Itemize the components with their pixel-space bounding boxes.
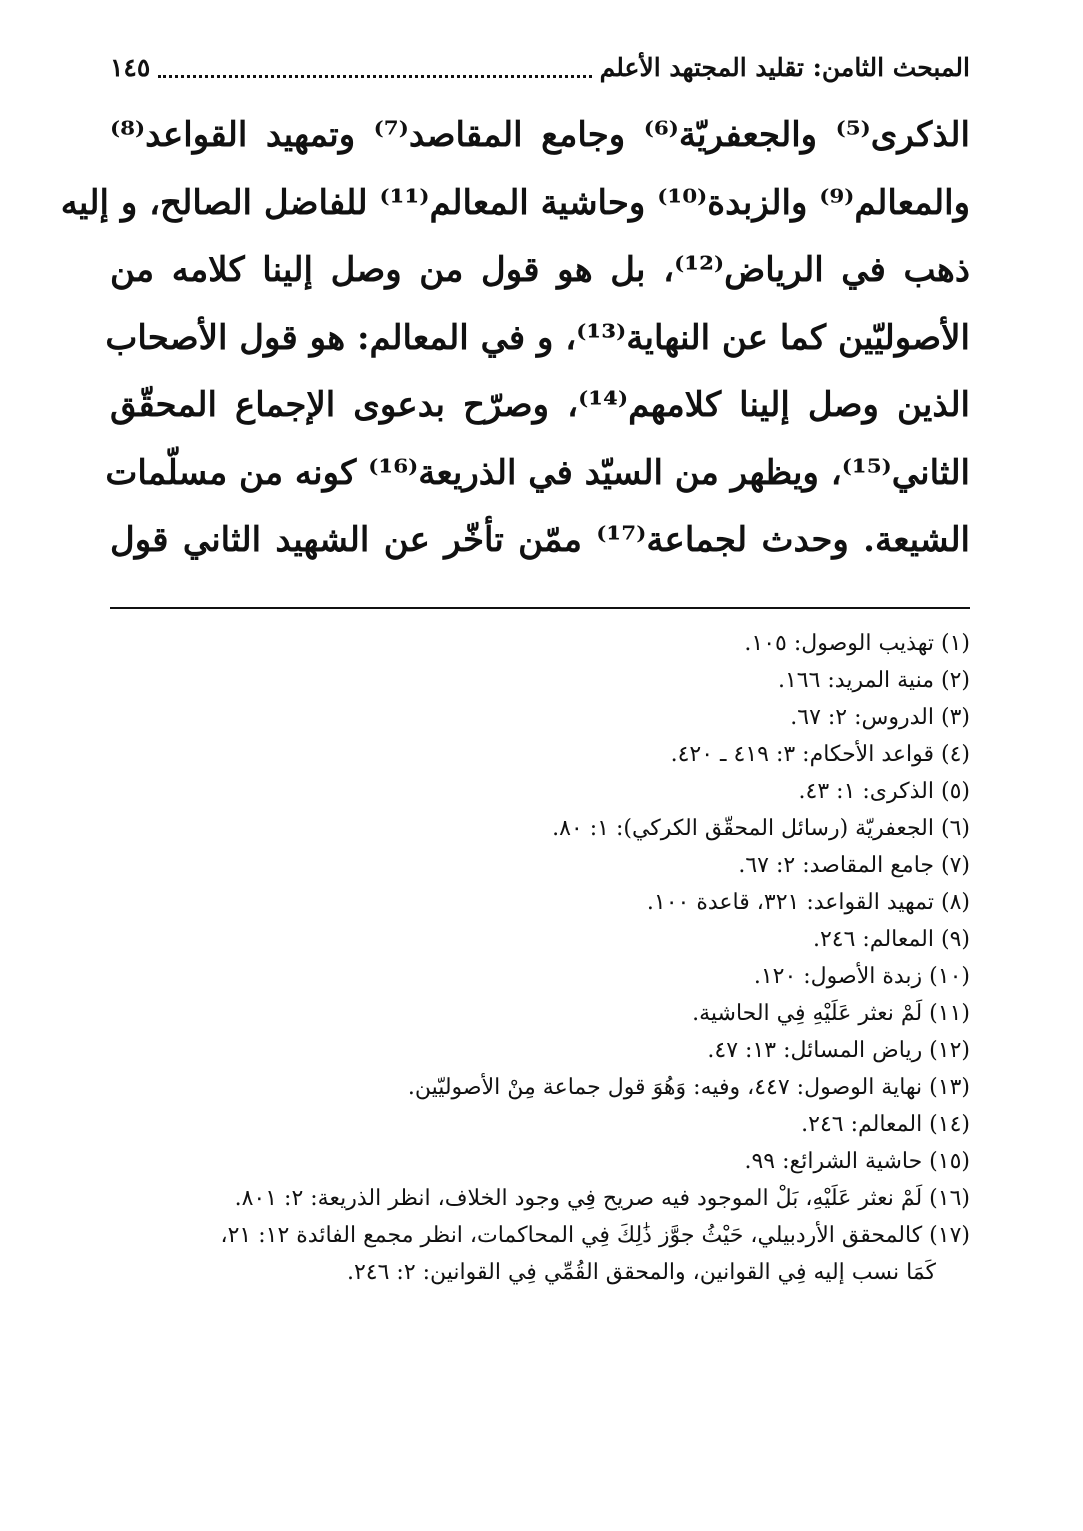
footnote: (٩) المعالم: ٢٤٦.	[812, 926, 970, 952]
chapter-title: المبحث الثامن: تقليد المجتهد الأعلم	[599, 53, 970, 82]
footnote: (١٠) زبدة الأصول: ١٢٠.	[753, 963, 970, 989]
footnote: (٧) جامع المقاصد: ٢: ٦٧.	[738, 852, 970, 878]
text-line: الأصوليّين كما عن النهاية⁽¹³⁾، و في المعالم: هو قول الأصحاب	[105, 317, 970, 358]
footnote: (١٤) المعالم: ٢٤٦.	[801, 1111, 970, 1137]
footnote: (٦) الجعفريّة (رسائل المحقّق الكركي): ١: ٨٠.	[552, 815, 970, 841]
footnote: (٢) منية المريد: ١٦٦.	[777, 667, 970, 693]
footnote: (١٣) نهاية الوصول: ٤٤٧، وفيه: وَهُوَ قول جماعة مِنْ الأصوليّين.	[407, 1074, 970, 1100]
footnote: (٨) تمهيد القواعد: ٣٢١، قاعدة ١٠٠.	[646, 889, 970, 915]
page-number: ١٤٥	[110, 53, 151, 82]
footnote-continuation: كَمَا نسب إليه فِي القوانين، والمحقق القُمِّي فِي القوانين: ٢: ٢٤٦.	[346, 1259, 936, 1285]
footnote: (١٧) كالمحقق الأردبيلي، حَيْثُ جوَّز ذَٰلِكَ فِي المحاكمات، انظر مجمع الفائدة ١٢: ٢١،	[220, 1222, 970, 1248]
text-line: الثاني⁽¹⁵⁾، ويظهر من السيّد في الذريعة⁽¹⁶⁾ كونه من مسلّمات	[105, 452, 970, 493]
footnotes	[110, 625, 970, 1291]
text-line: الشيعة. وحدث لجماعة⁽¹⁷⁾ ممّن تأخّر عن الشهيد الثاني قول	[110, 520, 970, 560]
footnote: (١٦) لَمْ نعثر عَلَيْهِ، بَلْ الموجود فيه صريح فِي وجود الخلاف، انظر الذريعة: ٢: ٨٠١.	[234, 1185, 970, 1211]
footnote: (١٥) حاشية الشرائع: ٩٩.	[744, 1148, 970, 1174]
footnote: (٣) الدروس: ٢: ٦٧.	[790, 704, 970, 730]
text-line: ذهب في الرياض⁽¹²⁾، بل هو قول من وصل إلينا كلامه من	[110, 250, 970, 290]
running-header	[110, 48, 970, 88]
footnote: (٥) الذكرى: ١: ٤٣.	[798, 778, 970, 804]
footnote-separator	[110, 607, 970, 609]
footnote: (١) تهذيب الوصول: ١٠٥.	[744, 630, 970, 656]
text-line: الذكرى⁽⁵⁾ والجعفريّة⁽⁶⁾ وجامع المقاصد⁽⁷⁾ وتمهيد القواعد⁽⁸⁾	[110, 115, 970, 155]
text-line: والمعالم⁽⁹⁾ والزبدة⁽¹⁰⁾ وحاشية المعالم⁽¹¹⁾ للفاضل الصالح، و إليه	[60, 182, 970, 223]
book-page	[60, 48, 971, 1508]
footnote: (٤) قواعد الأحكام: ٣: ٤١٩ ـ ٤٢٠.	[670, 741, 970, 767]
text-line: الذين وصل إلينا كلامهم⁽¹⁴⁾، وصرّح بدعوى الإجماع المحقّق	[110, 385, 971, 425]
leader-dots	[158, 75, 591, 78]
main-text	[60, 102, 971, 575]
footnote: (١١) لَمْ نعثر عَلَيْهِ فِي الحاشية.	[692, 1000, 970, 1026]
footnote: (١٢) رياض المسائل: ١٣: ٤٧.	[707, 1037, 970, 1063]
